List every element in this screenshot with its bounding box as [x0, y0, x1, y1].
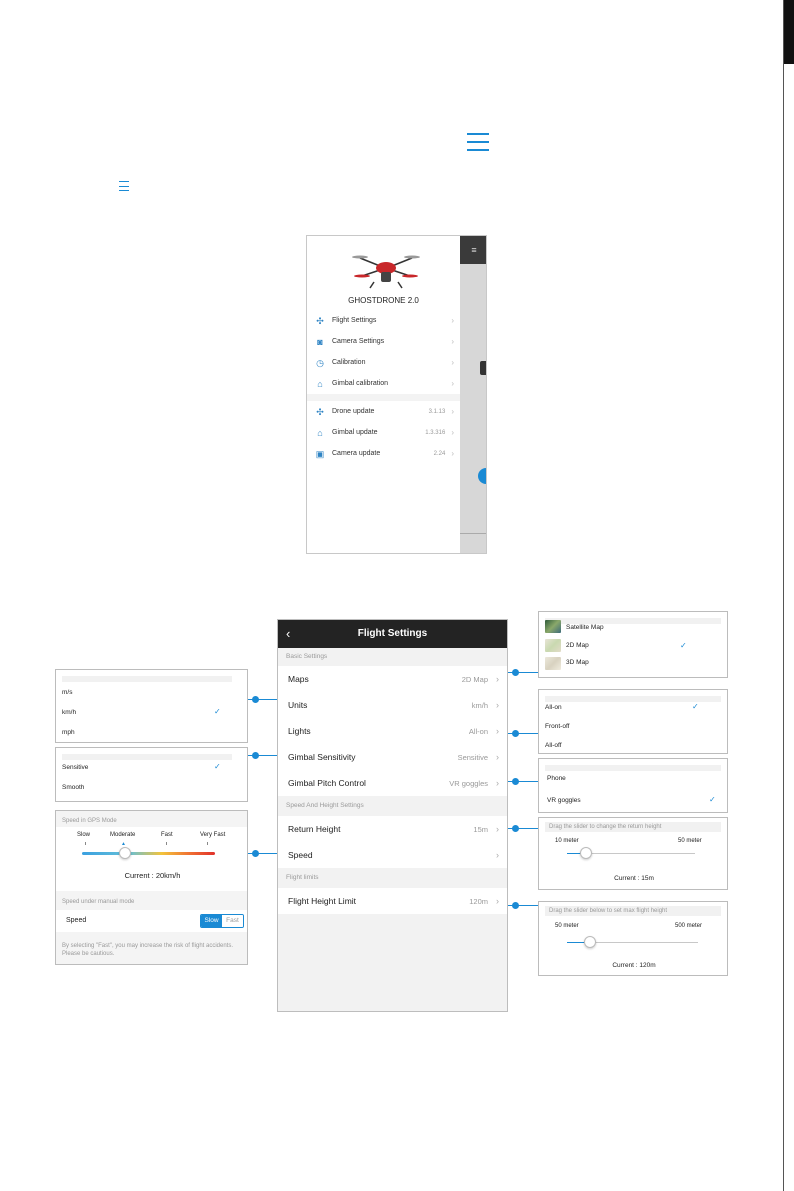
option-smooth[interactable]: Smooth — [62, 784, 85, 791]
menu-item-label: Camera update — [332, 450, 381, 457]
option-m-s[interactable]: m/s — [62, 689, 73, 696]
section-flight-limits: Flight limits — [286, 874, 319, 881]
level-tick — [166, 842, 167, 845]
row-value: 2D Map — [461, 674, 488, 684]
row-label: Gimbal Pitch Control — [288, 778, 366, 788]
chevron-right-icon: › — [496, 824, 499, 834]
current-level-marker-icon: ▲ — [121, 841, 126, 847]
menu-item-gimbal-update[interactable] — [307, 422, 460, 443]
level-label-fast: Fast — [161, 832, 173, 838]
page-edge-tab — [784, 0, 794, 64]
row-value: VR goggles — [449, 778, 488, 788]
connector-dot — [252, 752, 259, 759]
checkmark-icon: ✓ — [214, 707, 221, 716]
panel-top-bar — [62, 754, 232, 760]
menu-item-camera-settings[interactable] — [307, 331, 460, 352]
2d-map-thumbnail — [545, 639, 561, 652]
side-menu-screenshot — [306, 235, 487, 554]
connector-dot — [512, 825, 519, 832]
connector-dot — [512, 778, 519, 785]
gimbal-update-icon: ⌂ — [317, 427, 323, 438]
speed-gradient-slider — [82, 852, 215, 855]
option-satellite-map[interactable]: Satellite Map — [566, 624, 604, 631]
row-value: 15m — [473, 824, 488, 834]
menu-item-label: Camera Settings — [332, 338, 385, 345]
segment-fast[interactable]: Fast — [222, 915, 243, 927]
option-2d-map[interactable]: 2D Map — [566, 642, 589, 649]
level-tick — [207, 842, 208, 845]
page-title: Flight Settings — [357, 628, 428, 639]
chevron-right-icon: › — [496, 726, 499, 736]
panel-top-bar — [62, 676, 232, 682]
chevron-right-icon: › — [451, 337, 454, 346]
checkmark-icon: ✓ — [709, 795, 716, 804]
connector-dot — [252, 696, 259, 703]
chevron-right-icon: › — [451, 316, 454, 325]
drone-icon: ✣ — [316, 406, 324, 417]
chevron-right-icon: › — [496, 778, 499, 788]
level-label-very-fast: Very Fast — [200, 832, 226, 838]
menu-divider — [307, 394, 460, 401]
background-map-pane — [460, 236, 487, 554]
version-value: 2.24 — [433, 450, 446, 457]
divider — [460, 533, 487, 534]
hamburger-icon-small — [119, 181, 129, 191]
drone-fragment-image — [480, 361, 487, 375]
section-basic-settings: Basic Settings — [286, 653, 328, 660]
option-sensitive[interactable]: Sensitive — [62, 764, 89, 771]
menu-item-label: Gimbal calibration — [332, 380, 389, 387]
hamburger-icon[interactable]: ≡ — [460, 236, 487, 264]
chevron-right-icon: › — [451, 379, 454, 388]
row-speed[interactable] — [278, 842, 507, 868]
speed-slider-knob[interactable] — [119, 847, 131, 859]
version-value: 3.1.13 — [428, 408, 446, 415]
connector-dot — [512, 730, 519, 737]
flight-settings-screen — [277, 619, 508, 1012]
row-label: Lights — [288, 726, 311, 736]
camera-icon: ◙ — [317, 336, 323, 347]
chevron-right-icon: › — [451, 449, 454, 458]
option-front-off[interactable]: Front-off — [545, 723, 570, 730]
row-flight-height-limit[interactable] — [278, 888, 507, 914]
compass-icon: ◷ — [316, 357, 324, 368]
option-km-h[interactable]: km/h — [62, 709, 77, 716]
section-speed-height: Speed And Height Settings — [286, 802, 364, 809]
manual-speed-title: Speed under manual mode — [62, 899, 135, 905]
menu-item-label: Gimbal update — [332, 429, 378, 436]
chevron-right-icon: › — [451, 428, 454, 437]
sensitivity-options-panel — [55, 747, 248, 802]
slider-min-label: 50 meter — [555, 923, 579, 929]
row-label: Maps — [288, 674, 309, 684]
pitch-control-options-panel — [538, 758, 728, 813]
units-options-panel — [55, 669, 248, 743]
satellite-map-thumbnail — [545, 620, 561, 633]
drone-icon: ✣ — [316, 315, 324, 326]
chevron-right-icon: › — [451, 358, 454, 367]
chevron-right-icon: › — [496, 700, 499, 710]
row-label: Speed — [288, 850, 313, 860]
option-vr-goggles[interactable]: VR goggles — [547, 797, 581, 804]
lights-options-panel — [538, 689, 728, 754]
slider-hint: Drag the slider to change the return height — [549, 824, 662, 830]
back-arrow-icon[interactable]: ‹ — [286, 626, 291, 641]
speed-current-value: Current : 20km/h — [124, 871, 181, 880]
speed-mode-segmented-control[interactable] — [200, 914, 244, 928]
row-value: 120m — [469, 896, 488, 906]
slider-knob[interactable] — [580, 847, 592, 859]
row-value: Sensitive — [457, 752, 488, 762]
level-tick — [85, 842, 86, 845]
row-maps[interactable] — [278, 666, 507, 692]
checkmark-icon: ✓ — [680, 641, 687, 650]
row-label: Gimbal Sensitivity — [288, 752, 356, 762]
drone-image — [350, 246, 422, 290]
option-mph[interactable]: mph — [62, 729, 75, 736]
chevron-right-icon: › — [496, 896, 499, 906]
chevron-right-icon: › — [496, 752, 499, 762]
menu-item-label: Drone update — [332, 408, 375, 415]
side-menu-list — [307, 310, 460, 464]
gps-speed-title: Speed in GPS Mode — [62, 818, 117, 824]
header-bar — [278, 620, 507, 648]
slider-max-label: 50 meter — [678, 838, 702, 844]
row-label: Units — [288, 700, 308, 710]
slider-current-value: Current : 120m — [612, 962, 656, 969]
row-value: All-on — [468, 726, 488, 736]
version-value: 1.3.316 — [425, 429, 446, 436]
row-gimbal-sensitivity[interactable] — [278, 744, 507, 770]
menu-item-flight-settings[interactable] — [307, 310, 460, 331]
option-3d-map[interactable]: 3D Map — [566, 659, 589, 666]
height-limit-panel — [538, 901, 728, 976]
checkmark-icon: ✓ — [214, 762, 221, 771]
chevron-right-icon: › — [496, 674, 499, 684]
segment-slow[interactable]: Slow — [201, 915, 222, 927]
checkmark-icon: ✓ — [692, 702, 699, 711]
row-units[interactable] — [278, 692, 507, 718]
connector-dot — [512, 902, 519, 909]
hamburger-icon-large — [467, 133, 489, 151]
speed-warning-text: By selecting "Fast", you may increase the risk of flight accidents. Please be cautious. — [62, 943, 233, 957]
chevron-right-icon: › — [451, 407, 454, 416]
menu-item-label: Flight Settings — [332, 317, 377, 324]
record-button[interactable] — [478, 468, 487, 484]
gimbal-icon: ⌂ — [317, 378, 323, 389]
maps-options-panel — [538, 611, 728, 678]
row-gimbal-pitch-control[interactable] — [278, 770, 507, 796]
speed-row-label: Speed — [66, 917, 87, 924]
row-value: km/h — [471, 700, 488, 710]
row-lights[interactable] — [278, 718, 507, 744]
return-height-panel — [538, 817, 728, 890]
row-label: Return Height — [288, 824, 341, 834]
speed-settings-panel — [55, 810, 248, 965]
option-all-off[interactable]: All-off — [545, 742, 562, 749]
slider-max-label: 500 meter — [675, 923, 703, 929]
menu-item-label: Calibration — [332, 359, 366, 366]
chevron-right-icon: › — [496, 850, 499, 860]
level-label-slow: Slow — [77, 832, 91, 838]
option-all-on[interactable]: All-on — [545, 704, 562, 711]
row-return-height[interactable] — [278, 816, 507, 842]
slider-knob[interactable] — [584, 936, 596, 948]
page-edge-line — [783, 0, 784, 1191]
level-label-moderate: Moderate — [110, 832, 136, 838]
app-name: GHOSTDRONE 2.0 — [348, 296, 419, 305]
3d-map-thumbnail — [545, 657, 561, 670]
row-label: Flight Height Limit — [288, 896, 357, 906]
camera-update-icon: ▣ — [315, 448, 325, 459]
menu-item-calibration[interactable] — [307, 352, 460, 373]
connector-dot — [252, 850, 259, 857]
slider-current-value: Current : 15m — [614, 875, 654, 882]
menu-item-camera-update[interactable] — [307, 443, 460, 464]
menu-item-drone-update[interactable] — [307, 401, 460, 422]
option-phone[interactable]: Phone — [547, 775, 566, 782]
panel-top-bar — [545, 765, 721, 771]
menu-item-gimbal-calibration[interactable] — [307, 373, 460, 394]
slider-min-label: 10 meter — [555, 838, 579, 844]
slider-hint: Drag the slider below to set max flight height — [549, 908, 668, 914]
connector-line — [516, 672, 538, 673]
